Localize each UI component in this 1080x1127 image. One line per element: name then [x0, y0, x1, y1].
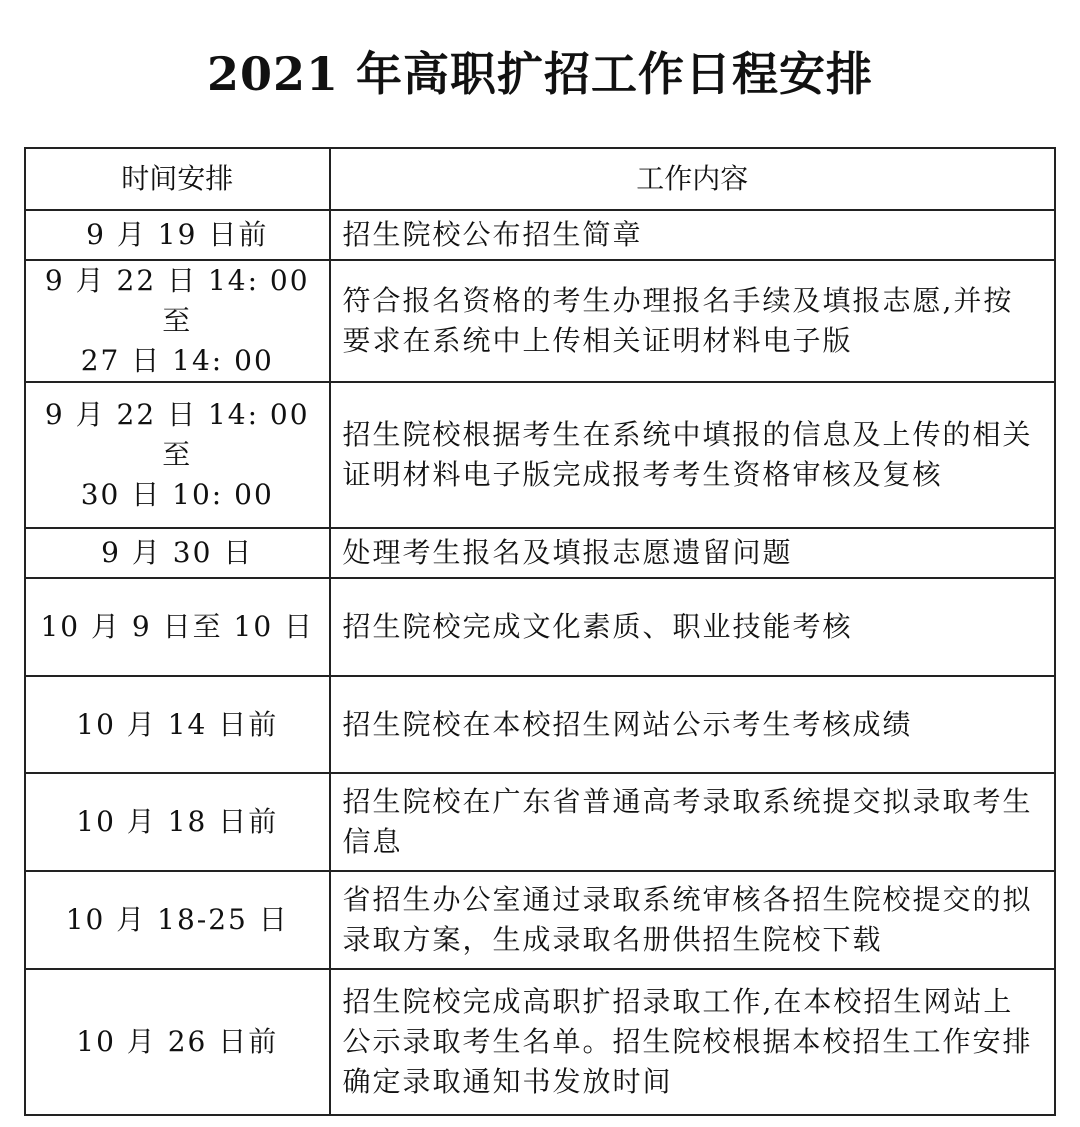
row-time: 10 月 9 日至 10 日: [25, 578, 330, 676]
row-content: 招生院校完成文化素质、职业技能考核: [330, 578, 1056, 676]
table-header-row: [25, 148, 1055, 210]
schedule-table: [24, 147, 1056, 1116]
table-row: [25, 210, 1055, 260]
table-row: [25, 260, 1055, 382]
row-content: 省招生办公室通过录取系统审核各招生院校提交的拟录取方案，生成录取名册供招生院校下载: [330, 871, 1056, 969]
header-content: 工作内容: [330, 148, 1056, 210]
row-time: 10 月 26 日前: [25, 969, 330, 1115]
row-content: 招生院校在广东省普通高考录取系统提交拟录取考生信息: [330, 773, 1056, 871]
table-row: [25, 528, 1055, 578]
table-row: [25, 382, 1055, 528]
row-time: 10 月 14 日前: [25, 676, 330, 773]
page-title: 2021 年高职扩招工作日程安排: [206, 47, 874, 101]
table-row: [25, 676, 1055, 773]
row-time: 10 月 18-25 日: [25, 871, 330, 969]
table-row: [25, 969, 1055, 1115]
row-time: 10 月 18 日前: [25, 773, 330, 871]
row-time: 9 月 19 日前: [25, 210, 330, 260]
row-time: 9 月 22 日 14: 00 至 30 日 10: 00: [25, 382, 330, 528]
row-content: 符合报名资格的考生办理报名手续及填报志愿,并按要求在系统中上传相关证明材料电子版: [330, 260, 1056, 382]
row-content: 招生院校在本校招生网站公示考生考核成绩: [330, 676, 1056, 773]
table-row: [25, 578, 1055, 676]
row-time: 9 月 22 日 14: 00 至 27 日 14: 00: [25, 260, 330, 382]
row-content: 招生院校完成高职扩招录取工作,在本校招生网站上公示录取考生名单。招生院校根据本校招生工作安排确定录取通知书发放时间: [330, 969, 1056, 1115]
header-time: 时间安排: [25, 148, 330, 210]
row-content: 招生院校根据考生在系统中填报的信息及上传的相关证明材料电子版完成报考考生资格审核及复核: [330, 382, 1056, 528]
table-row: [25, 773, 1055, 871]
row-time: 9 月 30 日: [25, 528, 330, 578]
table-row: [25, 871, 1055, 969]
row-content: 招生院校公布招生简章: [330, 210, 1056, 260]
row-content: 处理考生报名及填报志愿遗留问题: [330, 528, 1056, 578]
